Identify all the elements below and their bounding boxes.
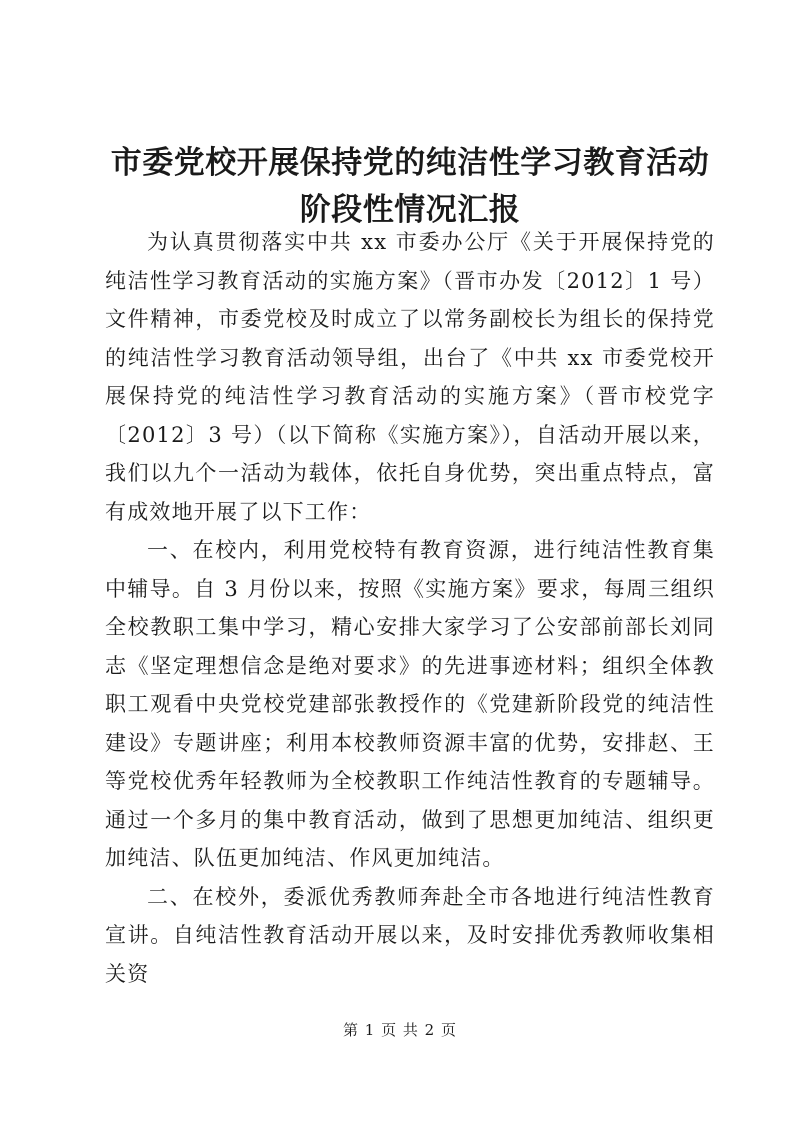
paragraph-section-2: 二、在校外，委派优秀教师奔赴全市各地进行纯洁性教育宣讲。自纯洁性教育活动开展以来，及时安排优秀教师收集相关资 (105, 884, 715, 986)
document-title: 市委党校开展保持党的纯洁性学习教育活动阶段性情况汇报 (110, 145, 710, 228)
document-body (105, 223, 715, 993)
page-footer: 第 1 页 共 2 页 (343, 1021, 457, 1039)
paragraph-section-1: 一、在校内，利用党校特有教育资源，进行纯洁性教育集中辅导。自 3 月份以来，按照《实施方案》要求，每周三组织全校教职工集中学习，精心安排大家学习了公安部前部长刘同志《坚定理想信念是绝对要求》的先进事迹材料；组织全体教职工观看中央党校党建部张教授作的《党建新阶段党的纯洁性建设》专题讲座；利用本校教师资源丰富的优势，安排赵、王等党校优秀年轻教师为全校教职工作纯洁性教育的专题辅导。通过一个多月的集中教育活动，做到了思想更加纯洁、组织更加纯洁、队伍更加纯洁、作风更加纯洁。 (105, 538, 715, 870)
paragraph-intro: 为认真贯彻落实中共 xx 市委办公厅《关于开展保持党的纯洁性学习教育活动的实施方案》（晋市办发〔2012〕1 号）文件精神，市委党校及时成立了以常务副校长为组长的保持党的纯洁性学习教育活动领导组，出台了《中共 xx 市委党校开展保持党的纯洁性学习教育活动的实施方案》（晋市校党字〔2012〕3 号）（以下简称《实施方案》），自活动开展以来，我们以九个一活动为载体，依托自身优势，突出重点特点，富有成效地开展了以下工作： (105, 230, 715, 524)
